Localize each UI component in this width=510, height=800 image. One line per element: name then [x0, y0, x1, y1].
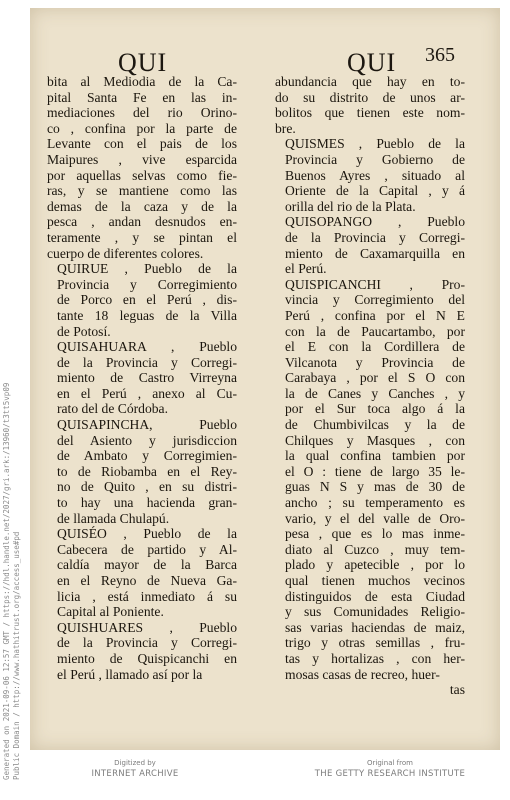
hathitrust-watermark	[2, 382, 24, 780]
header-right-word: QUI	[347, 48, 397, 77]
text-line: guas N S y mas de 30 de	[285, 479, 465, 495]
paragraph	[47, 417, 237, 526]
getty-label: THE GETTY RESEARCH INSTITUTE	[314, 769, 466, 779]
text-line: vincia y Corregimiento del	[285, 292, 465, 308]
text-line: sas varias haciendas de maiz,	[285, 619, 465, 635]
text-line: en el Perú , anexo al Cu-	[57, 385, 237, 401]
text-line: abundancia que hay en to-	[275, 74, 465, 89]
text-line: mosas casas de recreo, huer-	[285, 666, 440, 682]
paragraph	[47, 339, 237, 417]
text-line: miento de Quispicanchi en	[57, 650, 237, 666]
running-header	[30, 36, 500, 76]
text-line: de Ambato y Corregimien-	[57, 448, 237, 464]
watermark-line-2: Public Domain / http://www.hathitrust.org/access_use#pd	[12, 531, 21, 780]
text-line: tas y hortalizas , con her-	[285, 650, 465, 666]
text-line: qual tienen muchos vecinos	[285, 573, 465, 588]
text-line: el Perú , llamado así por la	[57, 666, 203, 682]
text-line: orilla del rio de la Plata.	[285, 198, 416, 214]
text-line: Levante con el pais de los	[47, 136, 237, 152]
right-text-column	[275, 74, 465, 698]
text-line: cuerpo de diferentes colores.	[47, 245, 204, 261]
paragraph	[47, 526, 237, 620]
text-line: de la Provincia y Corregi-	[57, 354, 237, 370]
text-line: diato al Cuzco , muy tem-	[285, 541, 465, 557]
text-line: QUISAPINCHA, Pueblo	[57, 417, 237, 433]
text-line: Buenos Ayres , situado al	[285, 167, 465, 183]
paragraph	[275, 214, 465, 276]
text-line: Carabaya , por el S O con	[285, 370, 465, 386]
text-line: Cabecera de partido y Al-	[57, 541, 237, 557]
text-line: plado y apetecible , por lo	[285, 557, 465, 573]
text-line: pesca , andan desnudos en-	[47, 214, 237, 230]
text-line: Provincia y Gobierno de	[285, 151, 465, 167]
paragraph	[47, 620, 237, 682]
text-line: vario, y el del valle de Oro-	[285, 510, 465, 526]
text-line: QUISHUARES , Pueblo	[57, 619, 237, 635]
text-line: el Perú.	[285, 261, 327, 277]
text-line: Perú , confina por el N E	[285, 307, 465, 323]
book-page	[30, 8, 500, 750]
text-line: de la Provincia y Corregi-	[285, 229, 465, 245]
text-line: QUISAHUARA , Pueblo	[57, 339, 237, 355]
text-line: en el Reyno de Nueva Ga-	[57, 573, 237, 588]
paragraph	[275, 136, 465, 214]
text-line: de llamada Chulapú.	[57, 510, 170, 526]
text-line: bolitos que tienen este nom-	[275, 105, 465, 121]
text-line: Capital al Poniente.	[57, 604, 164, 620]
text-line: por aquellas selvas como fie-	[47, 167, 237, 183]
text-line: no de Quito , en su distri-	[57, 479, 237, 495]
text-line: demas de la caza y de la	[47, 198, 237, 214]
text-line: trigo y otras semillas , fru-	[285, 635, 465, 651]
text-line: con la de Paucartambo, por	[285, 323, 465, 339]
text-line: y sus Comunidades Religio-	[285, 604, 465, 620]
text-line: do su distrito de unos ar-	[275, 89, 465, 105]
text-line: caldía mayor de la Barca	[57, 557, 237, 573]
digitized-by-credit	[70, 758, 200, 780]
watermark-line-1: Generated on 2021-09-06 12:57 GMT / https://hdl.handle.net/2027/gri.ark:/13960/t3tt5vp09	[2, 382, 11, 780]
text-line: mediaciones del rio Orino-	[47, 105, 237, 121]
text-line: pital Santa Fe en las in-	[47, 89, 237, 105]
text-line: de la Provincia y Corregi-	[57, 635, 237, 651]
text-line: la de Canes y Canches , y	[285, 385, 465, 401]
original-from-label: Original from	[367, 759, 413, 767]
text-line: Vilcanota y Provincia de	[285, 354, 465, 370]
text-line: miento de Caxamarquilla en	[285, 245, 465, 261]
text-line: to hay una hacienda gran-	[57, 495, 237, 511]
text-line: QUISPICANCHI , Pro-	[285, 276, 465, 292]
text-line: to de Riobamba en el Rey-	[57, 463, 237, 479]
paragraph	[47, 261, 237, 339]
text-line: QUISÉO , Pueblo de la	[57, 526, 237, 542]
text-line: bre.	[275, 120, 296, 136]
text-line: el E con la Cordillera de	[285, 339, 465, 355]
text-line: del Asiento y jurisdiccion	[57, 432, 237, 448]
paragraph	[47, 74, 237, 261]
text-line: de Chumbivilcas y la de	[285, 417, 465, 433]
text-line: la qual confina tambien por	[285, 448, 465, 464]
text-line: por el Sur toca algo á la	[285, 401, 465, 417]
text-line: ancho ; su temperamento es	[285, 495, 465, 511]
text-line: licia , está inmediato á su	[57, 588, 237, 604]
internet-archive-label: INTERNET ARCHIVE	[91, 769, 179, 779]
page-number: 365	[425, 44, 455, 66]
paragraph	[275, 277, 465, 682]
text-line: Chilques y Masques , con	[285, 432, 465, 448]
text-line: co , confina por la parte de	[47, 120, 237, 136]
text-line: miento de Castro Virreyna	[57, 370, 237, 386]
text-line: distinguidos de esta Ciudad	[285, 588, 465, 604]
text-line: Maipures , vive esparcida	[47, 151, 237, 167]
text-line: Oriente de la Capital , y á	[285, 183, 465, 199]
text-line: el O : tiene de largo 35 le-	[285, 463, 465, 479]
text-line: ras, y se mantiene como las	[47, 183, 237, 199]
text-line: Provincia y Corregimiento	[57, 276, 237, 292]
text-line: teramente , y se pintan el	[47, 229, 237, 245]
header-left-word: QUI	[118, 48, 168, 77]
text-line: rato del de Córdoba.	[57, 401, 168, 417]
text-line: QUISOPANGO , Pueblo	[285, 214, 465, 230]
catchword: tas	[449, 682, 465, 698]
text-line: de Porco en el Perú , dis-	[57, 292, 237, 308]
text-line: tante 18 leguas de la Villa	[57, 307, 237, 323]
digitized-by-label: Digitized by	[114, 759, 156, 767]
text-line: de Potosí.	[57, 323, 111, 339]
text-line: pesa , que es lo mas inme-	[285, 526, 465, 542]
text-line: bita al Mediodia de la Ca-	[47, 74, 237, 89]
text-line: QUISMES , Pueblo de la	[285, 136, 465, 152]
text-line: QUIRUE , Pueblo de la	[57, 261, 237, 277]
original-from-credit	[300, 758, 480, 780]
left-text-column	[47, 74, 237, 682]
paragraph	[275, 74, 465, 136]
